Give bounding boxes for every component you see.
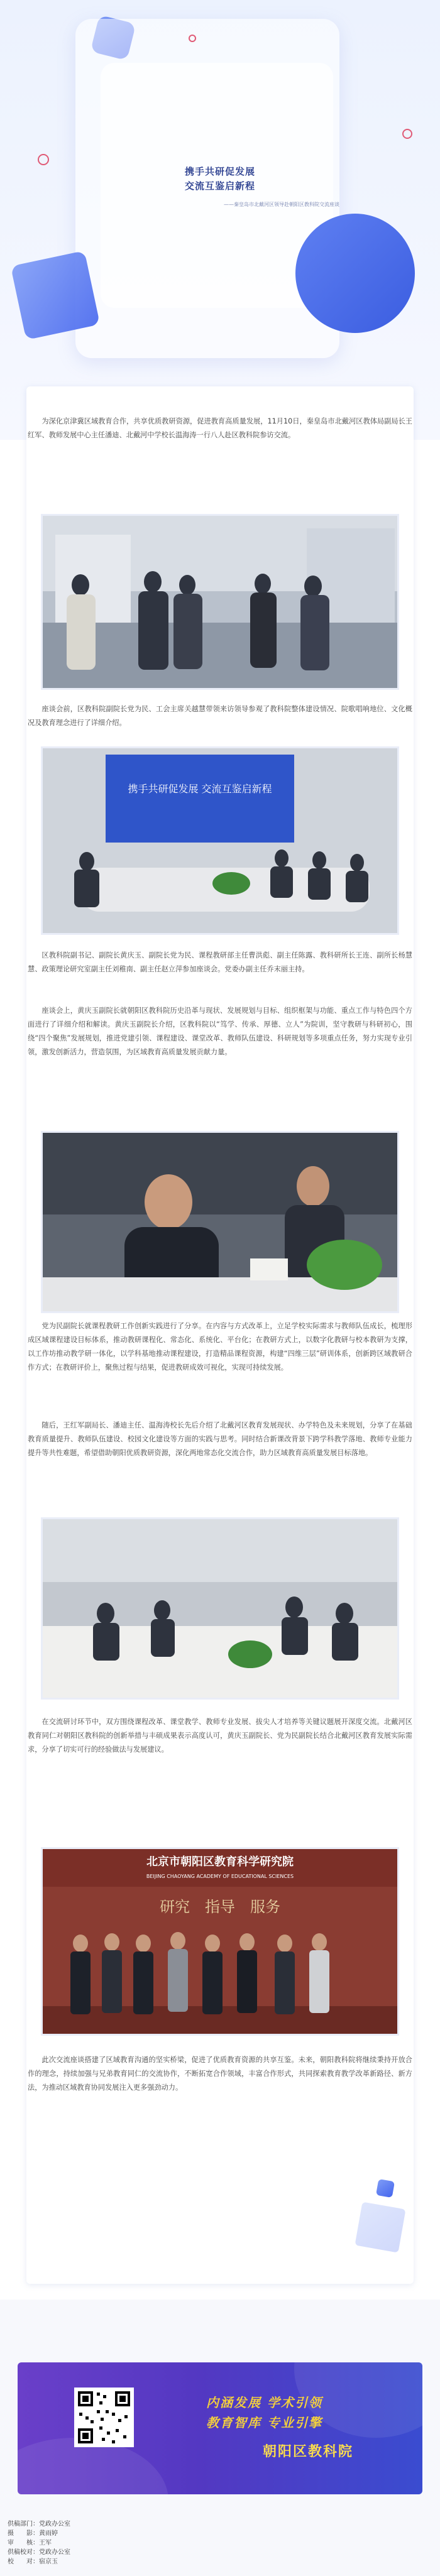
paragraph-1: 为深化京津冀区域教育合作，共享优质教研资源，促进教育高质量发展，11月10日，秦皇岛市北戴河区教体局副局长王红军、教师发展中心主任潘迪、北戴河中学校长温海涛一行八人赴区教科院参访交流。: [28, 417, 412, 439]
meeting-room-photo: [41, 746, 399, 935]
org-name: 朝阳区教科院: [263, 2444, 354, 2460]
paragraph-3: 区教科院副书记、副院长黄庆玉、副院长党为民、课程教研部主任曹洪彪、副主任陈露、教科研所长王连、副所长杨慧慧、政策理论研究室副主任刘稚南、副主任赵立萍参加座谈会。党委办副主任乔末丽主持。: [28, 951, 412, 973]
paragraph-2: 座谈会前，区教科院副院长党为民、工会主席关越慧带领来访领导参观了教科院整体建设情况、院歌唱响地位、文化概况及教育理念进行了详细介绍。: [28, 705, 412, 727]
paragraph-4: 座谈会上，黄庆玉副院长就朝阳区教科院历史沿革与现状、发展规划与目标、组织框架与功能、重点工作与特色四个方面进行了详细介绍和解读。黄庆玉副院长介绍，区教科院以“笃学、传承、厚德、立人”为院训，坚守教研与科研初心，围绕“四个聚焦”发展规划，推进党建引领、课程建设、课堂改革、教师队伍建设、科研规划等多项重点任务，努力实现专业引领，激发创新活力，营造氛围，为区域教育高质量发展贡献力量。: [28, 1007, 412, 1056]
visit-tour-photo: [41, 514, 399, 690]
decor-ring: [402, 129, 412, 139]
decor-square: [11, 251, 100, 340]
decor-square: [376, 2179, 395, 2198]
credit-line: 供稿校对：党政办公室: [8, 2549, 70, 2556]
credit-line: 校 对：宿京玉: [8, 2558, 58, 2565]
page-title: 携手共研促发展: [184, 166, 255, 177]
decor-square: [355, 2202, 405, 2252]
paragraph-7: 在交流研讨环节中，双方围绕课程改革、课堂教学、教师专业发展、拔尖人才培养等关键议题展开深度交流。北戴河区教育同仁对朝阳区教科院的创新举措与丰硕成果表示高度认可，黄庆玉副院长、党为民副院长结合北戴河区教育发展实际需求，分享了切实可行的经验做法与发展建议。: [28, 1718, 412, 1754]
credit-line: 审 核：王军: [8, 2540, 52, 2546]
paragraph-6: 随后，王红军副局长、潘迪主任、温海涛校长先后介绍了北戴河区教育发展现状、办学特色及未来规划，分享了在基础教育质量提升、教师队伍建设、校园文化建设等方面的实践与思考。同时结合新课改背景下跨学科教学落地、教师专业能力提升等共性难题，希望借助朝阳优质教研资源，深化两地常态化交流合作，助力区域教育高质量发展目标落地。: [28, 1421, 412, 1457]
decor-ring: [189, 35, 196, 42]
decor-ring: [38, 154, 49, 165]
hero-header: [0, 0, 440, 440]
speaker-closeup-photo: [41, 1131, 399, 1313]
screen-text: 携手共研促发展 交流互鉴启新程: [128, 783, 272, 795]
decor-circle: [295, 214, 415, 333]
page-title-line2: 交流互鉴启新程: [184, 180, 255, 192]
qr-code[interactable]: [74, 2388, 134, 2447]
group-photo: [41, 1847, 399, 2036]
page-subtitle: ——秦皇岛市北戴河区领导赴朝阳区教科院交流座谈: [224, 202, 339, 207]
credit-line: 摄 影：黄雨婷: [8, 2530, 58, 2537]
wall-words: 研究 指导 服务: [160, 1898, 280, 1916]
paragraph-5: 党为民副院长就课程教研工作创新实践进行了分享。在内容与方式改革上，立足学校实际需求与教师队伍成长，梳理形成区域课程建设目标体系，推动教研课程化、常态化、系统化、平台化；在教研方式上，以数字化教研与校本教研为支撑，以工作坊推动教学研一体化，以学科基地推动课程建设，打造精品课程资源，构建“四维三层”研训体系，创新跨区域教研合作方式；在教研评价上，聚焦过程与结果，促进教研成效可视化，实现可持续发展。: [28, 1322, 412, 1372]
discussion-photo: [41, 1517, 399, 1700]
promo-banner: [18, 2362, 422, 2494]
institute-name-cn: 北京市朝阳区教育科学研究院: [146, 1855, 294, 1869]
institute-name-en: BEIJING CHAOYANG ACADEMY OF EDUCATIONAL SCIENCES: [146, 1874, 294, 1879]
slogan-line2: 教育智库 专业引擎: [206, 2415, 322, 2430]
credits-block: [8, 2519, 259, 2567]
slogan-line1: 内涵发展 学术引领: [206, 2395, 322, 2410]
paragraph-8: 此次交流座谈搭建了区域教育沟通的坚实桥梁，促进了优质教育资源的共享互鉴。未来，朝阳教科院将继续秉持开放合作的理念，持续加强与兄弟教育同仁的交流协作，不断拓宽合作领域，丰富合作形式，共同探索教育教学改革新路径、新方法，为推动区域教育协同发展注入更多强劲动力。: [28, 2056, 412, 2092]
credit-line: 供稿部门：党政办公室: [8, 2521, 70, 2528]
